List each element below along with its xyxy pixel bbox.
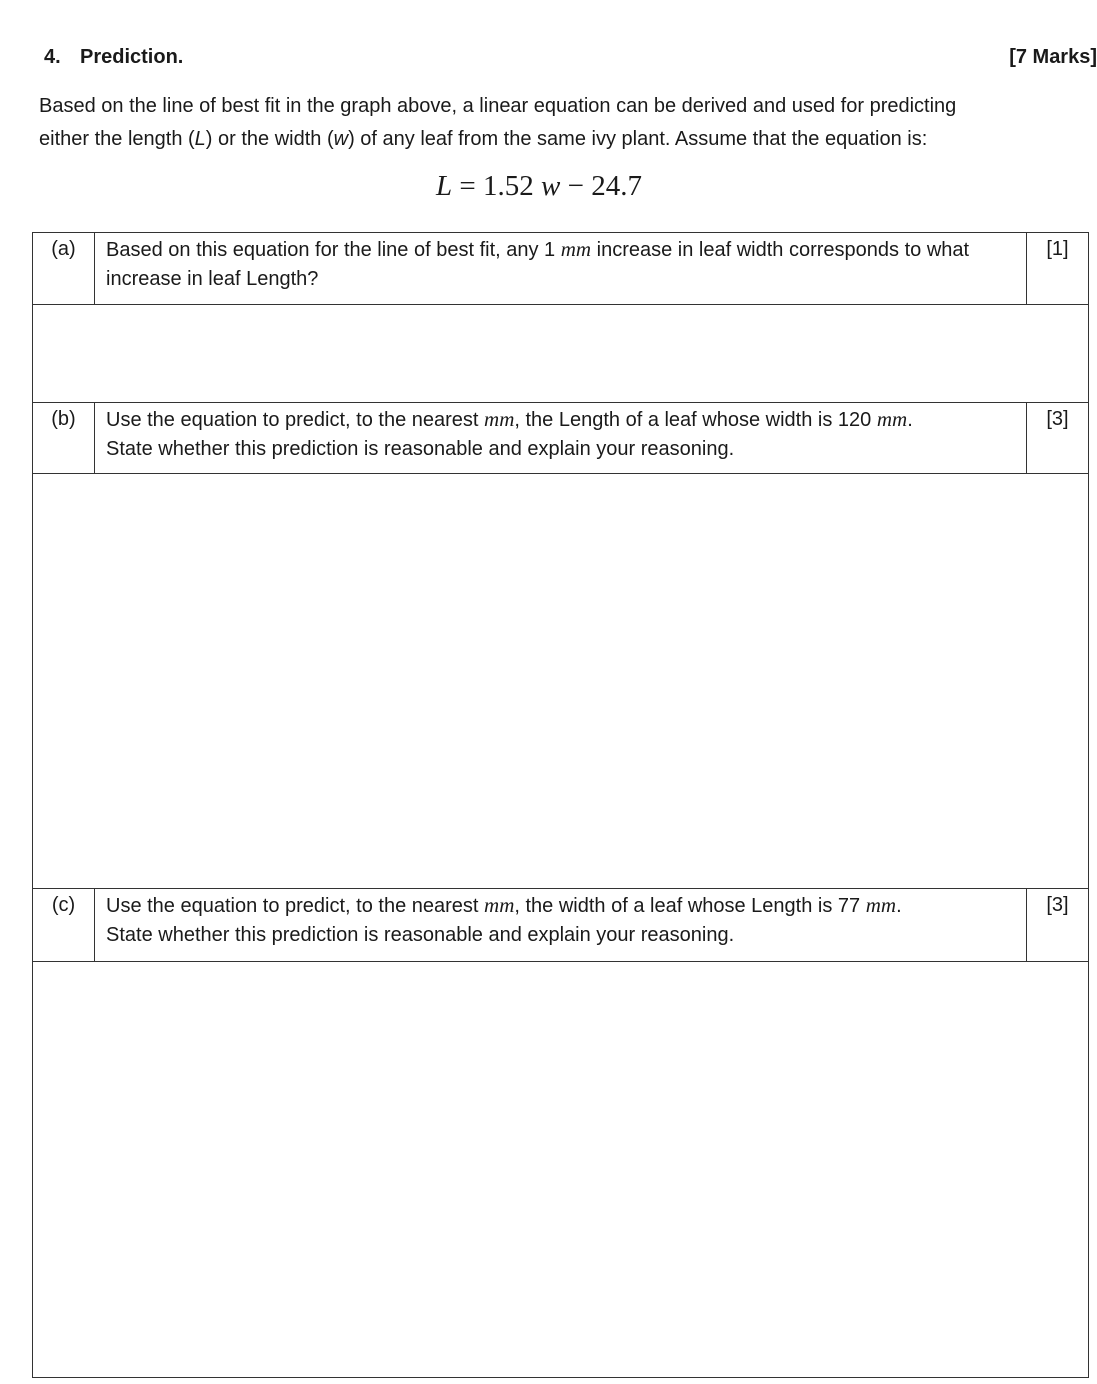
part-c-row [33, 889, 1089, 962]
part-b-answer-row [33, 474, 1089, 889]
question-number: 4. [44, 46, 61, 68]
question-marks: [7 Marks] [1009, 46, 1097, 68]
question-title: Prediction. [80, 46, 184, 68]
intro-line-2: either the length (L) or the width (w) of any leaf from the same ivy plant. Assume that the equation is: [39, 128, 928, 150]
part-a-label: (a) [33, 233, 95, 305]
part-b-label: (b) [33, 403, 95, 474]
part-a-answer-space[interactable] [33, 305, 1089, 403]
equation-coefficient: 1.52 [483, 170, 534, 202]
part-c-question: Use the equation to predict, to the nearest mm, the width of a leaf whose Length is 77 mm. State whether this prediction is reasonable and explain your reasoning. [95, 889, 1027, 962]
part-b-question: Use the equation to predict, to the nearest mm, the Length of a leaf whose width is 120 mm. State whether this prediction is reasonable and explain your reasoning. [95, 403, 1027, 474]
linear-equation [0, 170, 1078, 203]
part-c-label: (c) [33, 889, 95, 962]
equation-constant: 24.7 [591, 170, 642, 202]
variable-w: w [333, 128, 349, 150]
equation-variable: w [541, 170, 561, 202]
part-a-answer-row [33, 305, 1089, 403]
questions-table [32, 232, 1089, 1378]
intro-line-1: Based on the line of best fit in the graph above, a linear equation can be derived and used for predicting [39, 95, 957, 117]
question-heading [44, 46, 1097, 74]
variable-L: L [194, 128, 206, 150]
part-a-question: Based on this equation for the line of best fit, any 1 mm increase in leaf width corresponds to what increase in leaf Length? [95, 233, 1027, 305]
part-b-answer-space[interactable] [33, 474, 1089, 889]
part-a-marks: [1] [1027, 233, 1089, 305]
part-a-row [33, 233, 1089, 305]
equation-lhs: L [436, 170, 453, 202]
part-b-row [33, 403, 1089, 474]
part-c-answer-row [33, 962, 1089, 1378]
part-c-answer-space[interactable] [33, 962, 1089, 1378]
part-c-marks: [3] [1027, 889, 1089, 962]
part-b-marks: [3] [1027, 403, 1089, 474]
equation-minus: − [567, 170, 584, 202]
equation-equals: = [459, 170, 476, 202]
intro-paragraph [39, 90, 1069, 156]
